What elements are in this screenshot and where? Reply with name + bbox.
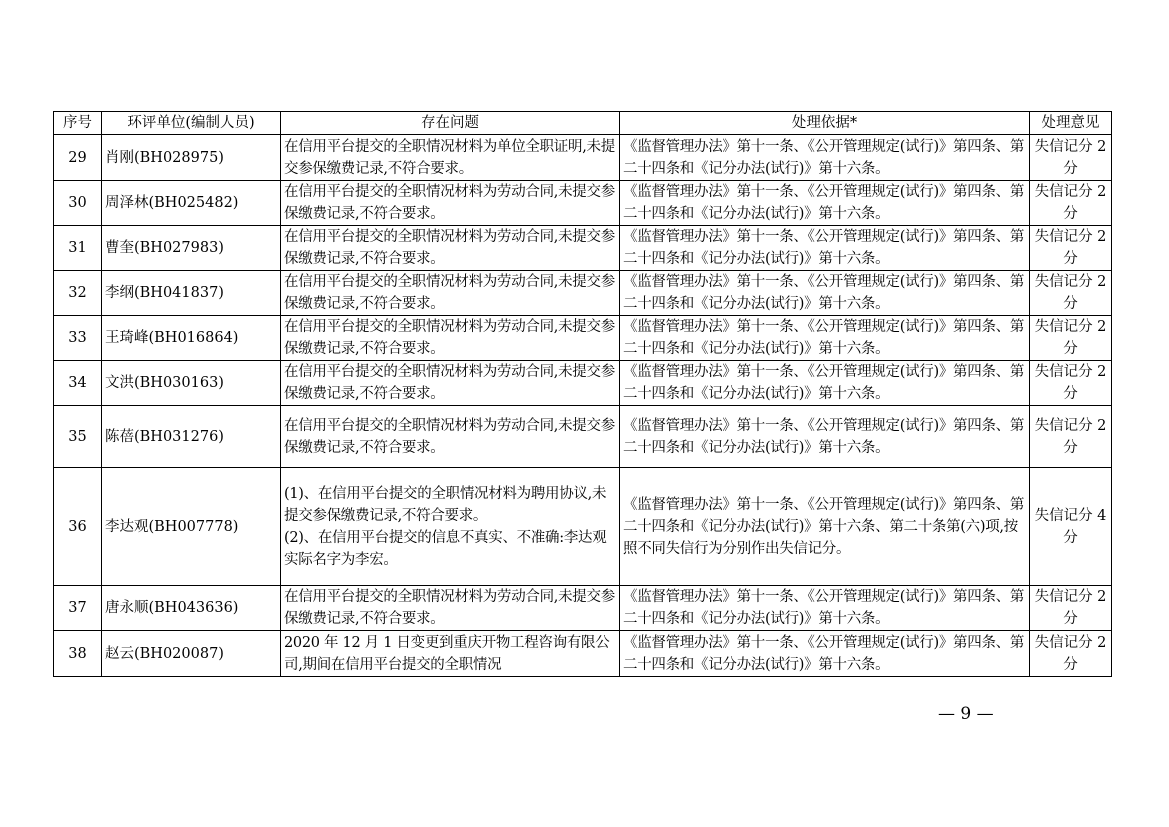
- header-opinion: 处理意见: [1030, 112, 1112, 135]
- row-opinion: 失信记分 2 分: [1030, 316, 1112, 361]
- issue-paragraph: 在信用平台提交的全职情况材料为劳动合同,未提交参保缴费记录,不符合要求。: [284, 184, 615, 222]
- row-opinion: 失信记分 2 分: [1030, 361, 1112, 406]
- row-unit: 唐永顺(BH043636): [102, 586, 281, 631]
- row-opinion: 失信记分 2 分: [1030, 271, 1112, 316]
- row-unit: 肖刚(BH028975): [102, 135, 281, 181]
- row-seq: 36: [54, 468, 102, 586]
- row-basis: 《监督管理办法》第十一条、《公开管理规定(试行)》第四条、第二十四条和《记分办法(试行)》第十六条。: [620, 631, 1030, 677]
- table-body: [54, 135, 1112, 677]
- row-basis: 《监督管理办法》第十一条、《公开管理规定(试行)》第四条、第二十四条和《记分办法(试行)》第十六条、第二十条第(六)项,按照不同失信行为分别作出失信记分。: [620, 468, 1030, 586]
- table-row: [54, 181, 1112, 226]
- table-row: [54, 271, 1112, 316]
- row-seq: 35: [54, 406, 102, 468]
- row-unit: 李纲(BH041837): [102, 271, 281, 316]
- row-basis: 《监督管理办法》第十一条、《公开管理规定(试行)》第四条、第二十四条和《记分办法(试行)》第十六条。: [620, 316, 1030, 361]
- row-opinion: 失信记分 2 分: [1030, 226, 1112, 271]
- row-seq: 37: [54, 586, 102, 631]
- table-row: [54, 631, 1112, 677]
- row-unit: 陈蓓(BH031276): [102, 406, 281, 468]
- row-opinion: 失信记分 4 分: [1030, 468, 1112, 586]
- row-opinion: 失信记分 2 分: [1030, 135, 1112, 181]
- row-basis: 《监督管理办法》第十一条、《公开管理规定(试行)》第四条、第二十四条和《记分办法(试行)》第十六条。: [620, 181, 1030, 226]
- table-row: [54, 135, 1112, 181]
- table-header-row: [54, 112, 1112, 135]
- row-seq: 31: [54, 226, 102, 271]
- header-unit: 环评单位(编制人员): [102, 112, 281, 135]
- row-seq: 33: [54, 316, 102, 361]
- row-issue: [281, 586, 620, 631]
- row-seq: 34: [54, 361, 102, 406]
- row-seq: 32: [54, 271, 102, 316]
- header-issue: 存在问题: [281, 112, 620, 135]
- issue-paragraph: 在信用平台提交的全职情况材料为劳动合同,未提交参保缴费记录,不符合要求。: [284, 319, 615, 357]
- penalty-table: [53, 111, 1112, 677]
- issue-paragraph: 在信用平台提交的全职情况材料为单位全职证明,未提交参保缴费记录,不符合要求。: [284, 138, 615, 177]
- header-basis: 处理依据*: [620, 112, 1030, 135]
- row-issue: [281, 361, 620, 406]
- row-issue: [281, 226, 620, 271]
- issue-paragraph: 在信用平台提交的全职情况材料为劳动合同,未提交参保缴费记录,不符合要求。: [284, 274, 615, 312]
- row-seq: 38: [54, 631, 102, 677]
- row-opinion: 失信记分 2 分: [1030, 586, 1112, 631]
- row-unit: 文洪(BH030163): [102, 361, 281, 406]
- table-row: [54, 316, 1112, 361]
- row-unit: 李达观(BH007778): [102, 468, 281, 586]
- page-number: — 9 —: [938, 704, 994, 724]
- issue-paragraph: (2)、在信用平台提交的信息不真实、不准确:李达观实际名字为李宏。: [284, 529, 607, 568]
- row-basis: 《监督管理办法》第十一条、《公开管理规定(试行)》第四条、第二十四条和《记分办法(试行)》第十六条。: [620, 361, 1030, 406]
- issue-paragraph: 在信用平台提交的全职情况材料为劳动合同,未提交参保缴费记录,不符合要求。: [284, 589, 615, 627]
- table-row: [54, 226, 1112, 271]
- row-issue: [281, 631, 620, 677]
- row-issue: [281, 135, 620, 181]
- row-unit: 赵云(BH020087): [102, 631, 281, 677]
- row-issue: [281, 316, 620, 361]
- row-issue: [281, 271, 620, 316]
- row-unit: 周泽林(BH025482): [102, 181, 281, 226]
- row-opinion: 失信记分 2 分: [1030, 181, 1112, 226]
- row-basis: 《监督管理办法》第十一条、《公开管理规定(试行)》第四条、第二十四条和《记分办法(试行)》第十六条。: [620, 586, 1030, 631]
- row-unit: 曹奎(BH027983): [102, 226, 281, 271]
- issue-paragraph: 2020 年 12 月 1 日变更到重庆开物工程咨询有限公司,期间在信用平台提交的全职情况: [284, 634, 610, 673]
- row-issue: [281, 406, 620, 468]
- table-row: [54, 586, 1112, 631]
- issue-paragraph: 在信用平台提交的全职情况材料为劳动合同,未提交参保缴费记录,不符合要求。: [284, 229, 615, 267]
- row-unit: 王琦峰(BH016864): [102, 316, 281, 361]
- header-seq: 序号: [54, 112, 102, 135]
- row-issue: [281, 181, 620, 226]
- row-opinion: 失信记分 2 分: [1030, 631, 1112, 677]
- table-row: [54, 406, 1112, 468]
- issue-paragraph: (1)、在信用平台提交的全职情况材料为聘用协议,未提交参保缴费记录,不符合要求。: [284, 485, 607, 524]
- row-seq: 30: [54, 181, 102, 226]
- row-basis: 《监督管理办法》第十一条、《公开管理规定(试行)》第四条、第二十四条和《记分办法(试行)》第十六条。: [620, 226, 1030, 271]
- row-seq: 29: [54, 135, 102, 181]
- row-basis: 《监督管理办法》第十一条、《公开管理规定(试行)》第四条、第二十四条和《记分办法(试行)》第十六条。: [620, 406, 1030, 468]
- issue-paragraph: 在信用平台提交的全职情况材料为劳动合同,未提交参保缴费记录,不符合要求。: [284, 364, 615, 402]
- row-issue: [281, 468, 620, 586]
- row-basis: 《监督管理办法》第十一条、《公开管理规定(试行)》第四条、第二十四条和《记分办法(试行)》第十六条。: [620, 135, 1030, 181]
- issue-paragraph: 在信用平台提交的全职情况材料为劳动合同,未提交参保缴费记录,不符合要求。: [284, 417, 615, 456]
- row-opinion: 失信记分 2 分: [1030, 406, 1112, 468]
- table-row: [54, 361, 1112, 406]
- table-row: [54, 468, 1112, 586]
- row-basis: 《监督管理办法》第十一条、《公开管理规定(试行)》第四条、第二十四条和《记分办法(试行)》第十六条。: [620, 271, 1030, 316]
